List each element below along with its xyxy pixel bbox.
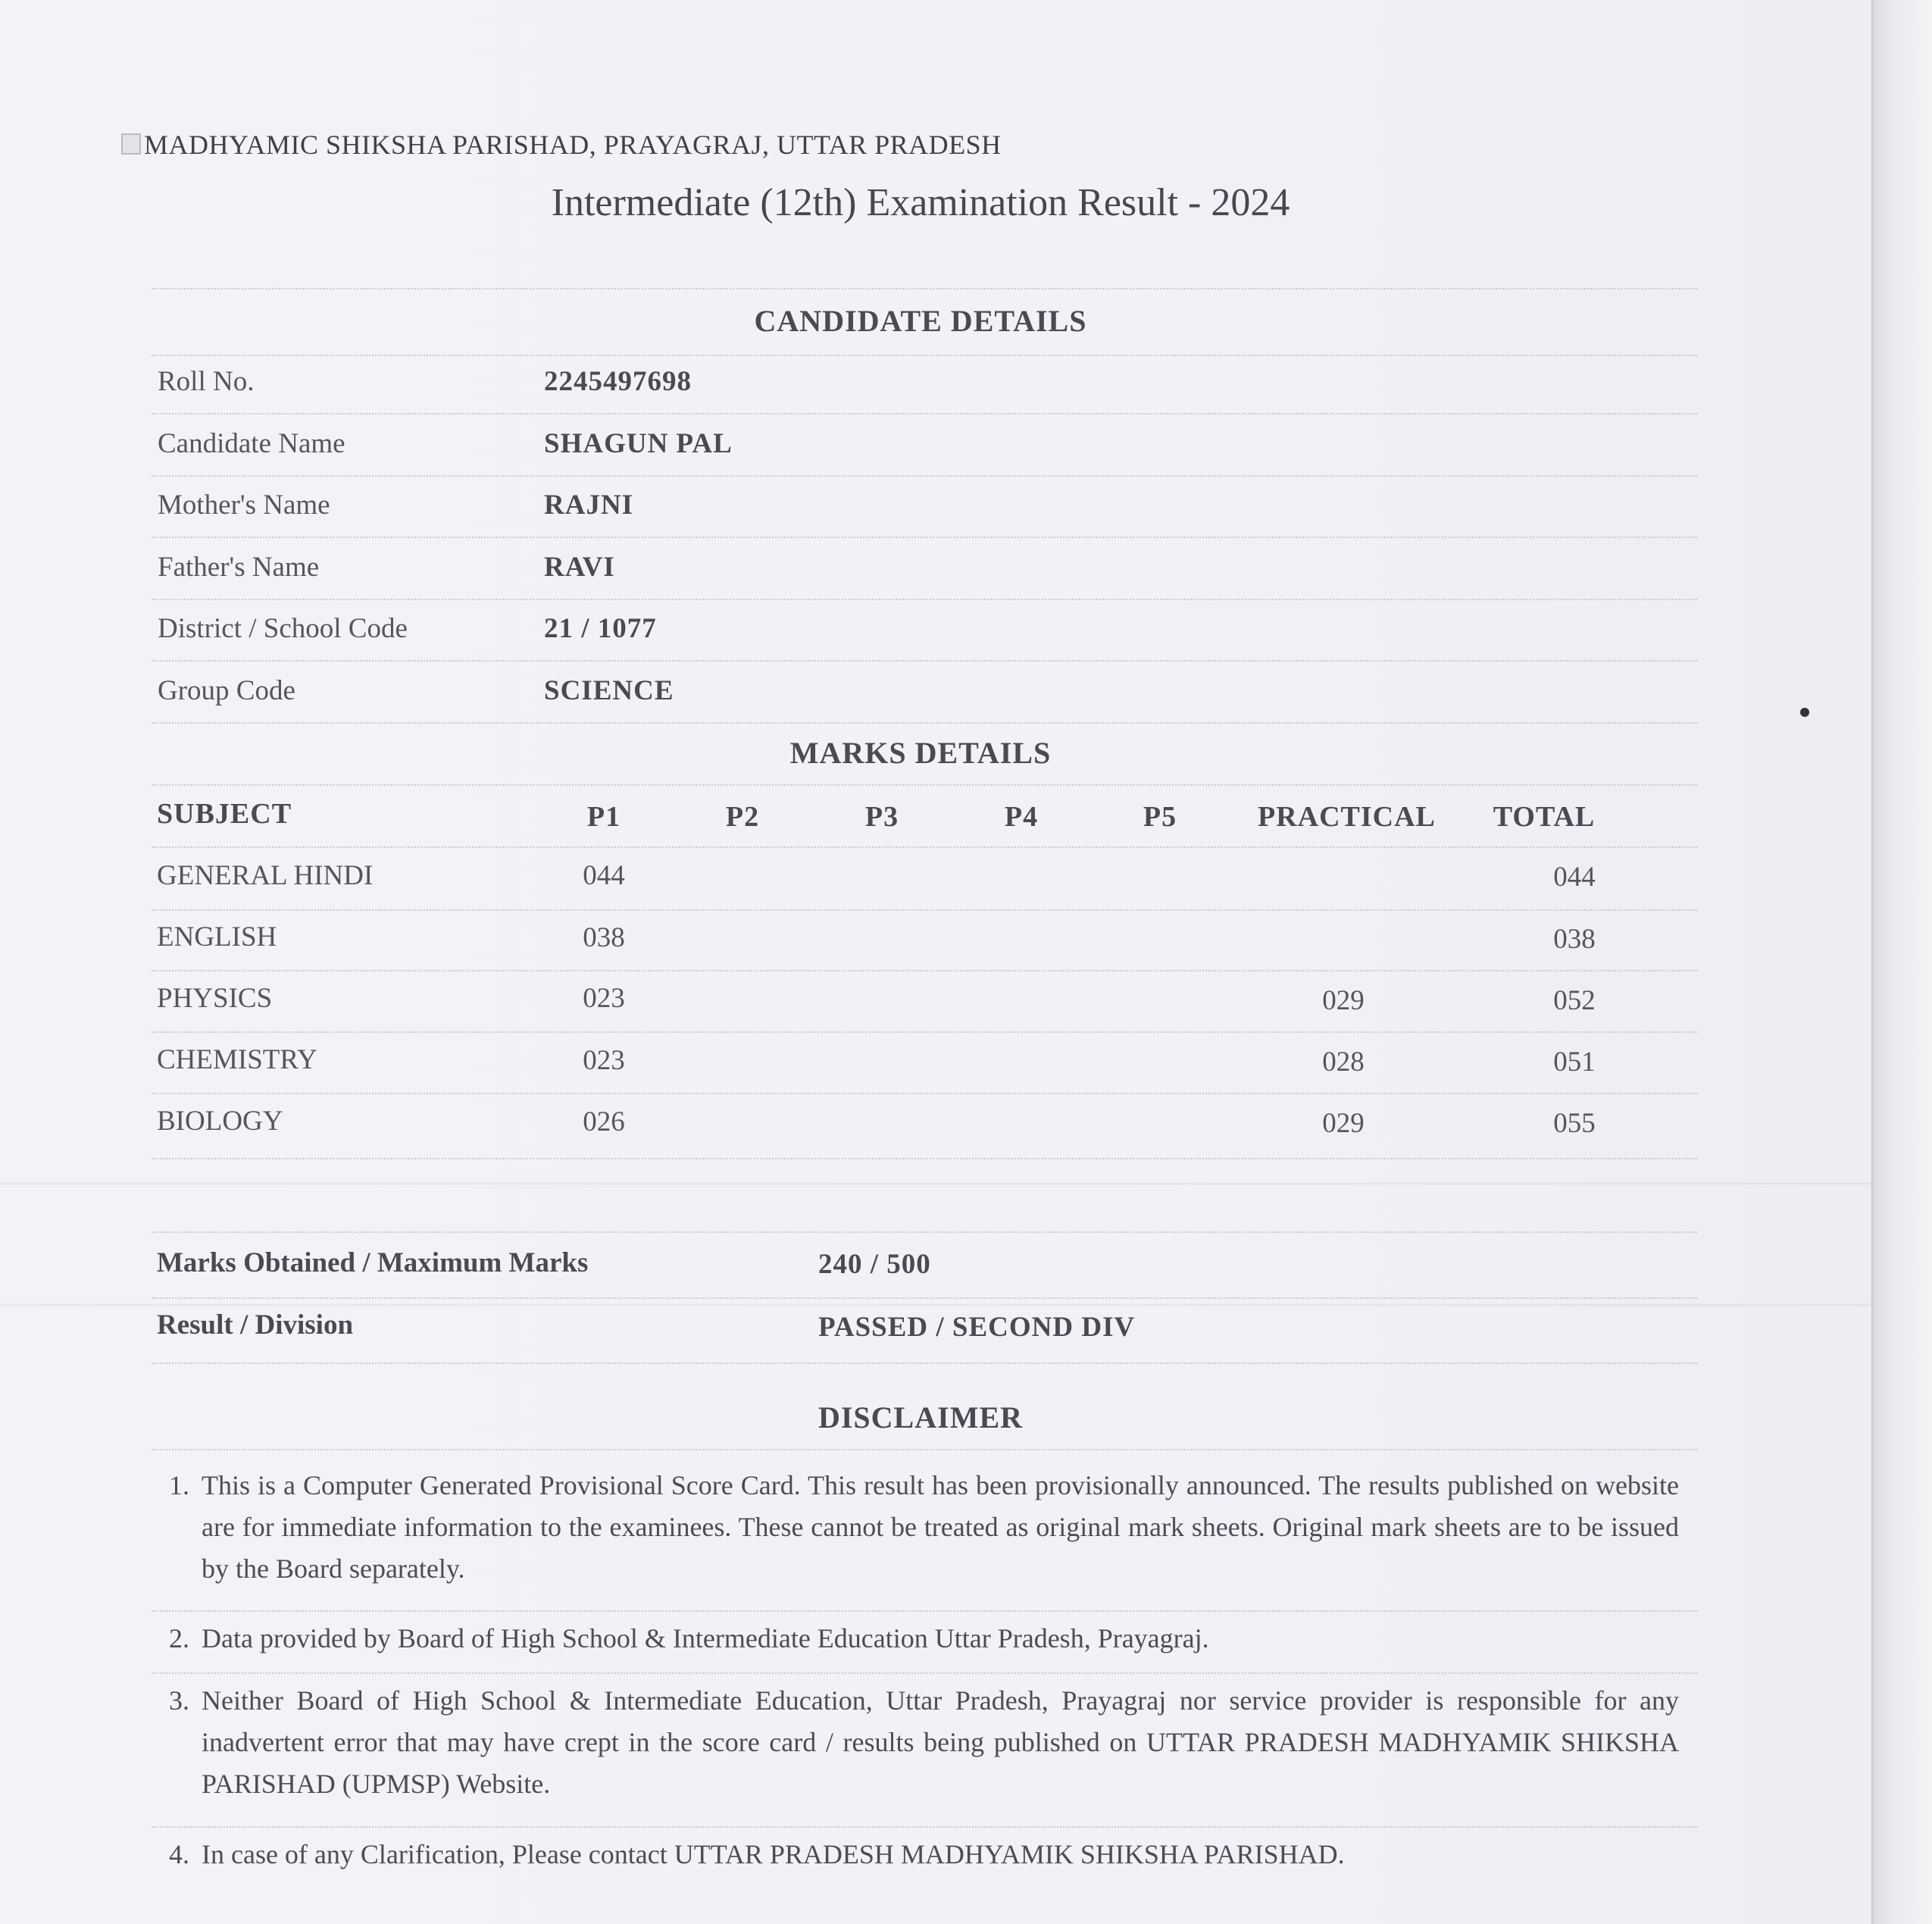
divider bbox=[152, 1610, 1697, 1612]
divider bbox=[152, 1449, 1697, 1450]
subject-cell: GENERAL HINDI bbox=[157, 860, 374, 891]
disclaimer-item bbox=[159, 1834, 1674, 1879]
p1-cell: 026 bbox=[583, 1106, 625, 1137]
divider bbox=[152, 909, 1697, 911]
item-text: Data provided by Board of High School & Intermediate Education Uttar Pradesh, Prayagraj. bbox=[202, 1623, 1209, 1653]
candidate-name-label: Candidate Name bbox=[158, 428, 345, 459]
divider bbox=[152, 660, 1697, 662]
result-division-value: PASSED / SECOND DIV bbox=[818, 1312, 1136, 1343]
item-text: In case of any Clarification, Please contact UTTAR PRADESH MADHYAMIK SHIKSHA PARISHAD. bbox=[202, 1839, 1345, 1869]
father-name-label: Father's Name bbox=[158, 552, 320, 583]
item-text: Neither Board of High School & Intermediate Education, Uttar Pradesh, Prayagraj nor service provider is responsible for any inadvertent error that may have crept in the score card / results being published on UTTAR PRADESH MADHYAMIK SHIKSHA PARISHAD (UPMSP) Website. bbox=[202, 1685, 1679, 1799]
item-number: 3. bbox=[169, 1685, 189, 1716]
disclaimer-item bbox=[159, 1465, 1679, 1594]
divider bbox=[152, 355, 1697, 356]
total-cell: 052 bbox=[1553, 985, 1596, 1016]
practical-cell: 028 bbox=[1322, 1046, 1365, 1078]
district-school-code-label: District / School Code bbox=[158, 613, 408, 644]
subject-cell: CHEMISTRY bbox=[157, 1044, 317, 1075]
disclaimer-item bbox=[159, 1618, 1674, 1663]
col-p3: P3 bbox=[864, 801, 899, 833]
broken-image-icon bbox=[121, 133, 141, 155]
p1-cell: 023 bbox=[583, 983, 625, 1014]
paper-fold bbox=[0, 1182, 1871, 1185]
col-subject: SUBJECT bbox=[157, 798, 292, 830]
mother-name-label: Mother's Name bbox=[158, 490, 330, 521]
item-text: This is a Computer Generated Provisional Score Card. This result has been provisionally announced. The results published on website are for immediate information to the examinees. These cannot be treated as original mark sheets. Original mark sheets are to be issued by the Board separately. bbox=[202, 1470, 1679, 1584]
father-name-value: RAVI bbox=[544, 552, 615, 583]
practical-cell: 029 bbox=[1322, 1108, 1365, 1139]
paper-edge bbox=[1871, 0, 1932, 1924]
divider bbox=[152, 722, 1697, 724]
marks-obtained-label: Marks Obtained / Maximum Marks bbox=[157, 1247, 589, 1278]
divider bbox=[152, 1362, 1697, 1364]
district-school-code-value: 21 / 1077 bbox=[544, 613, 657, 644]
roll-no-label: Roll No. bbox=[158, 366, 255, 397]
disclaimer-heading: DISCLAIMER bbox=[818, 1400, 1024, 1434]
col-p4: P4 bbox=[1004, 801, 1039, 833]
divider bbox=[152, 970, 1697, 971]
divider bbox=[152, 288, 1697, 289]
result-division-label: Result / Division bbox=[157, 1309, 354, 1341]
marks-details-heading: MARKS DETAILS bbox=[789, 736, 1052, 770]
item-number: 4. bbox=[169, 1839, 189, 1869]
divider bbox=[152, 784, 1697, 786]
col-p1: P1 bbox=[586, 801, 621, 833]
divider bbox=[152, 1672, 1697, 1674]
divider bbox=[152, 1826, 1697, 1828]
marks-obtained-value: 240 / 500 bbox=[818, 1249, 931, 1280]
divider bbox=[152, 537, 1697, 538]
candidate-name-value: SHAGUN PAL bbox=[544, 428, 733, 459]
roll-no-value: 2245497698 bbox=[544, 366, 692, 397]
divider bbox=[152, 1231, 1697, 1233]
paper-fold bbox=[0, 1303, 1871, 1306]
subject-cell: ENGLISH bbox=[157, 921, 277, 953]
group-code-label: Group Code bbox=[158, 675, 295, 706]
mother-name-value: RAJNI bbox=[544, 490, 634, 521]
total-cell: 051 bbox=[1553, 1046, 1596, 1078]
group-code-value: SCIENCE bbox=[544, 675, 674, 706]
subject-cell: BIOLOGY bbox=[157, 1106, 283, 1137]
divider bbox=[152, 1093, 1697, 1094]
col-practical: PRACTICAL bbox=[1258, 801, 1436, 833]
p1-cell: 044 bbox=[583, 860, 625, 891]
divider bbox=[152, 846, 1697, 848]
disclaimer-item bbox=[159, 1680, 1679, 1809]
paper-speck bbox=[1800, 708, 1809, 717]
board-name: MADHYAMIC SHIKSHA PARISHAD, PRAYAGRAJ, UTTAR PRADESH bbox=[144, 130, 1002, 160]
item-number: 2. bbox=[169, 1623, 189, 1653]
candidate-details-heading: CANDIDATE DETAILS bbox=[754, 304, 1087, 338]
p1-cell: 023 bbox=[583, 1045, 625, 1076]
divider bbox=[152, 413, 1697, 415]
divider bbox=[152, 475, 1697, 477]
item-number: 1. bbox=[169, 1470, 189, 1500]
total-cell: 044 bbox=[1553, 862, 1596, 893]
divider bbox=[152, 1297, 1697, 1299]
practical-cell: 029 bbox=[1322, 985, 1365, 1016]
total-cell: 038 bbox=[1553, 924, 1596, 955]
total-cell: 055 bbox=[1553, 1108, 1596, 1139]
divider bbox=[152, 599, 1697, 600]
col-total: TOTAL bbox=[1493, 801, 1596, 833]
col-p2: P2 bbox=[725, 801, 760, 833]
subject-cell: PHYSICS bbox=[157, 983, 273, 1014]
page-title: Intermediate (12th) Examination Result - 2024 bbox=[551, 181, 1290, 224]
col-p5: P5 bbox=[1143, 801, 1177, 833]
p1-cell: 038 bbox=[583, 922, 625, 953]
divider bbox=[152, 1031, 1697, 1033]
divider bbox=[152, 1158, 1697, 1159]
